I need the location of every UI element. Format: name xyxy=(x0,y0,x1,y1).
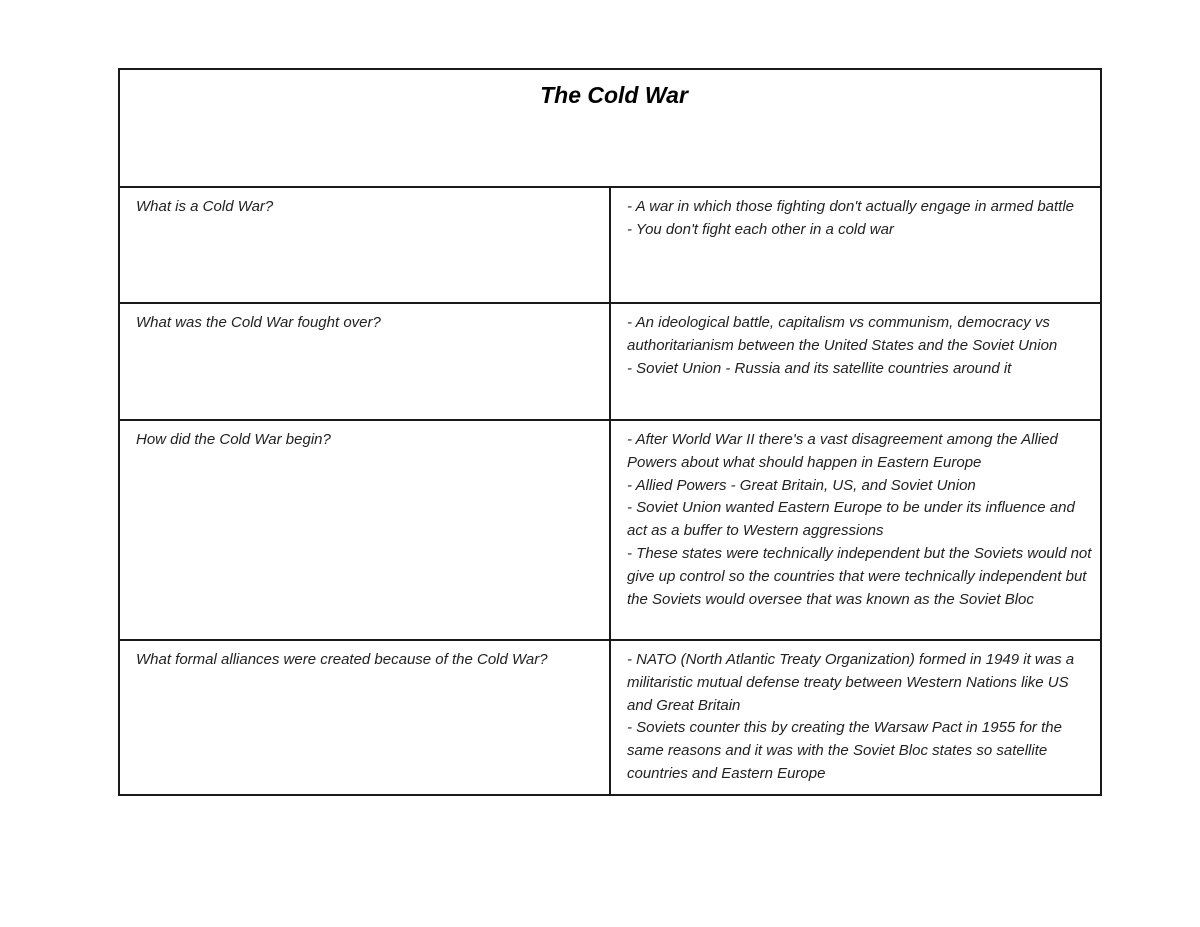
answer-cell xyxy=(610,420,1101,640)
answer-line: - Soviets counter this by creating the Warsaw Pact in 1955 for the same reasons and it was with the Soviet Bloc states so satellite countries and Eastern Europe xyxy=(627,719,1062,782)
table-row xyxy=(119,420,1101,640)
answer-line: - Soviet Union - Russia and its satellite countries around it xyxy=(627,359,1012,377)
title-cell xyxy=(119,69,1101,187)
cold-war-table xyxy=(118,68,1102,796)
answer-line: - Allied Powers - Great Britain, US, and Soviet Union xyxy=(627,476,976,494)
answer-line: - NATO (North Atlantic Treaty Organization) formed in 1949 it was a militaristic mutual defense treaty between Western Nations like US and Great Britain xyxy=(627,651,1075,714)
answer-line: - These states were technically independent but the Soviets would not give up control so the countries that were technically independent but the Soviets would oversee that was known as the Soviet Bloc xyxy=(627,544,1092,608)
answer-cell xyxy=(610,303,1101,420)
document-title: The Cold War xyxy=(540,82,688,108)
table-row xyxy=(119,187,1101,303)
answer-line: - Soviet Union wanted Eastern Europe to be under its influence and act as a buffer to Western aggressions xyxy=(627,499,1075,540)
answer-line: - A war in which those fighting don't actually engage in armed battle xyxy=(627,198,1075,215)
table-row xyxy=(119,640,1101,795)
question-cell: What is a Cold War? xyxy=(119,187,610,303)
answer-line: - You don't fight each other in a cold war xyxy=(627,220,894,238)
question-cell: What was the Cold War fought over? xyxy=(119,303,610,420)
title-row xyxy=(119,69,1101,187)
question-cell: What formal alliances were created because of the Cold War? xyxy=(119,640,610,795)
question-cell: How did the Cold War begin? xyxy=(119,420,610,640)
table-row xyxy=(119,303,1101,420)
answer-cell xyxy=(610,640,1101,795)
answer-line: - An ideological battle, capitalism vs communism, democracy vs authoritarianism between the United States and the Soviet Union xyxy=(627,314,1058,354)
answer-cell xyxy=(610,187,1101,303)
answer-line: - After World War II there's a vast disagreement among the Allied Powers about what should happen in Eastern Europe xyxy=(627,431,1058,471)
